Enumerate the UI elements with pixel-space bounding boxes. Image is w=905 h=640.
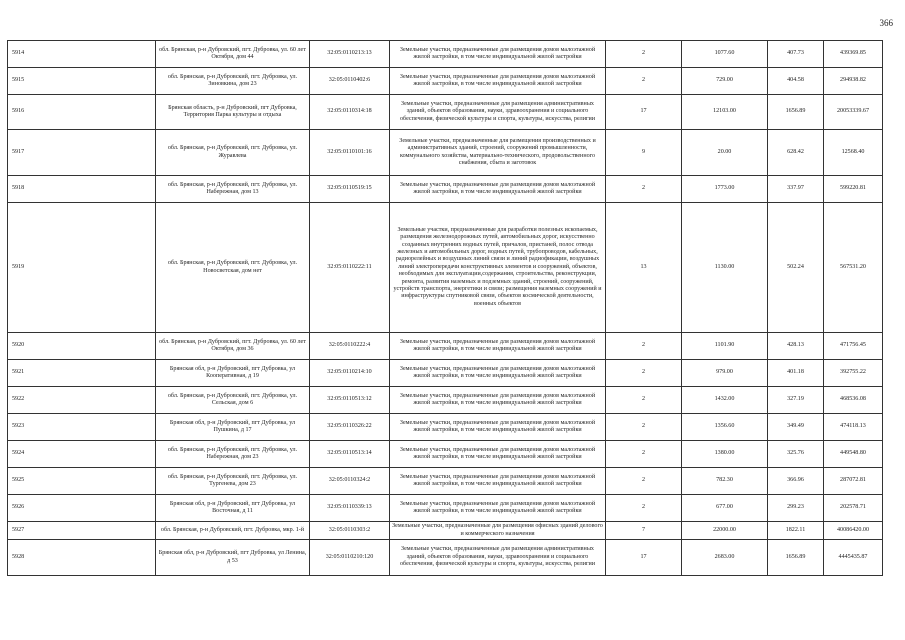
unit-value-cell: 327.19 xyxy=(768,387,824,414)
table-row xyxy=(8,203,883,333)
address-cell: Брянская область, р-н Дубровский, пгт Дубровка, Территория Парка культуры и отдыха xyxy=(156,95,310,130)
cadastral-number-cell: 32:05:0110339:13 xyxy=(310,495,390,522)
table-row xyxy=(8,441,883,468)
address-cell: обл. Брянская, р-н Дубровский, пгт. Дубровка, ул. Новосветская, дом нет xyxy=(156,203,310,333)
address-cell: обл. Брянская, р-н Дубровский, пгт. Дубровка, ул. Зиновкина, дом 23 xyxy=(156,68,310,95)
table-row xyxy=(8,130,883,176)
cadastral-value-cell: 20053339.67 xyxy=(824,95,883,130)
table-row xyxy=(8,68,883,95)
cadastral-value-cell: 40086420.00 xyxy=(824,522,883,540)
land-use-cell: Земельные участки, предназначенные для размещения домов малоэтажной жилой застройки, в том числе индивидуальной жилой застройки xyxy=(390,41,606,68)
row-number: 5928 xyxy=(8,540,156,576)
land-use-cell: Земельные участки, предназначенные для размещения офисных зданий делового и коммерческого назначения xyxy=(390,522,606,540)
cadastral-value-cell: 471756.45 xyxy=(824,333,883,360)
cadastral-number-cell: 32:05:0110303:2 xyxy=(310,522,390,540)
row-number: 5921 xyxy=(8,360,156,387)
use-code-cell: 17 xyxy=(606,95,682,130)
address-cell: обл. Брянская, р-н Дубровский, пгт. Дубровка, ул. Журавлева xyxy=(156,130,310,176)
unit-value-cell: 325.76 xyxy=(768,441,824,468)
use-code-cell: 7 xyxy=(606,522,682,540)
land-use-cell: Земельные участки, предназначенные для размещения производственных и административных зданий, строений, сооружений промышленности, коммунального хозяйства, материально-технического, продовольственного снабжения, сбыта и заготовок xyxy=(390,130,606,176)
table-row xyxy=(8,495,883,522)
land-use-cell: Земельные участки, предназначенные для размещения домов малоэтажной жилой застройки, в том числе индивидуальной жилой застройки xyxy=(390,495,606,522)
use-code-cell: 2 xyxy=(606,468,682,495)
table-row xyxy=(8,414,883,441)
use-code-cell: 2 xyxy=(606,414,682,441)
cadastral-number-cell: 32:05:0110213:13 xyxy=(310,41,390,68)
table-row xyxy=(8,95,883,130)
use-code-cell: 2 xyxy=(606,176,682,203)
area-cell: 1130.00 xyxy=(682,203,768,333)
row-number: 5914 xyxy=(8,41,156,68)
use-code-cell: 2 xyxy=(606,333,682,360)
land-use-cell: Земельные участки, предназначенные для разработки полезных ископаемых, размещения железнодорожных путей, автомобильных дорог, искусственно созданных внутренних водных путей, причалов, пристаней, полос отвода железных и автомобильных дорог, водных путей, трубопроводов, кабельных, радиорелейных и воздушных линий связи и линий радиофикации, воздушных линий электропередачи конструктивных элементов и сооружений, объектов, необходимых для эксплуатации,содержания, строительства, реконструкции, ремонта, развития наземных и подземных зданий, строений, сооружений, устройств транспорта, энергетики и связи; размещения наземных сооружений и инфраструктуры спутниковой связи, объектов космической деятельности, военных объектов xyxy=(390,203,606,333)
cadastral-value-table xyxy=(7,40,883,576)
cadastral-value-cell: 287072.81 xyxy=(824,468,883,495)
area-cell: 677.00 xyxy=(682,495,768,522)
address-cell: Брянская обл, р-н Дубровский, пгт Дубровка, ул Восточная, д 11 xyxy=(156,495,310,522)
row-number: 5918 xyxy=(8,176,156,203)
unit-value-cell: 428.13 xyxy=(768,333,824,360)
row-number: 5917 xyxy=(8,130,156,176)
cadastral-number-cell: 32:05:0110210:120 xyxy=(310,540,390,576)
unit-value-cell: 502.24 xyxy=(768,203,824,333)
address-cell: Брянская обл, р-н Дубровский, пгт Дубровка, ул Пушкина, д 17 xyxy=(156,414,310,441)
cadastral-number-cell: 32:05:0110222:4 xyxy=(310,333,390,360)
address-cell: обл. Брянская, р-н Дубровский, пгт. Дубровка, мкр. 1-й xyxy=(156,522,310,540)
unit-value-cell: 366.96 xyxy=(768,468,824,495)
page-number: 366 xyxy=(879,18,893,28)
address-cell: обл. Брянская, р-н Дубровский, пгт. Дубровка, ул. Набережная, дом 23 xyxy=(156,441,310,468)
row-number: 5922 xyxy=(8,387,156,414)
address-cell: обл. Брянская, р-н Дубровский, пгт. Дубровка, ул. Тургенева, дом 23 xyxy=(156,468,310,495)
unit-value-cell: 1656.89 xyxy=(768,540,824,576)
row-number: 5927 xyxy=(8,522,156,540)
area-cell: 782.30 xyxy=(682,468,768,495)
cadastral-value-cell: 599220.81 xyxy=(824,176,883,203)
land-use-cell: Земельные участки, предназначенные для размещения домов малоэтажной жилой застройки, в том числе индивидуальной жилой застройки xyxy=(390,360,606,387)
use-code-cell: 2 xyxy=(606,441,682,468)
address-cell: обл. Брянская, р-н Дубровский, пгт. Дубровка, ул. 60 лет Октября, дом 36 xyxy=(156,333,310,360)
unit-value-cell: 404.58 xyxy=(768,68,824,95)
table-row xyxy=(8,41,883,68)
row-number: 5915 xyxy=(8,68,156,95)
table-row xyxy=(8,387,883,414)
unit-value-cell: 1822.11 xyxy=(768,522,824,540)
cadastral-number-cell: 32:05:0110519:15 xyxy=(310,176,390,203)
area-cell: 1380.00 xyxy=(682,441,768,468)
unit-value-cell: 299.23 xyxy=(768,495,824,522)
unit-value-cell: 337.97 xyxy=(768,176,824,203)
unit-value-cell: 407.73 xyxy=(768,41,824,68)
row-number: 5920 xyxy=(8,333,156,360)
area-cell: 1773.00 xyxy=(682,176,768,203)
unit-value-cell: 349.49 xyxy=(768,414,824,441)
address-cell: обл. Брянская, р-н Дубровский, пгт. Дубровка, ул. Сельская, дом 6 xyxy=(156,387,310,414)
table-row xyxy=(8,522,883,540)
land-use-cell: Земельные участки, предназначенные для размещения домов малоэтажной жилой застройки, в том числе индивидуальной жилой застройки xyxy=(390,333,606,360)
area-cell: 1101.90 xyxy=(682,333,768,360)
address-cell: обл. Брянская, р-н Дубровский, пгт. Дубровка, ул. Набережная, дом 13 xyxy=(156,176,310,203)
unit-value-cell: 628.42 xyxy=(768,130,824,176)
area-cell: 1432.00 xyxy=(682,387,768,414)
land-use-cell: Земельные участки, предназначенные для размещения административных зданий, объектов образования, науки, здравоохранения и социального обеспечения, физической культуры и спорта, культуры, искусства, религии xyxy=(390,95,606,130)
land-use-cell: Земельные участки, предназначенные для размещения домов малоэтажной жилой застройки, в том числе индивидуальной жилой застройки xyxy=(390,68,606,95)
row-number: 5919 xyxy=(8,203,156,333)
use-code-cell: 2 xyxy=(606,387,682,414)
cadastral-number-cell: 32:05:0110402:6 xyxy=(310,68,390,95)
cadastral-number-cell: 32:05:0110214:10 xyxy=(310,360,390,387)
cadastral-number-cell: 32:05:0110101:16 xyxy=(310,130,390,176)
cadastral-value-cell: 439369.85 xyxy=(824,41,883,68)
cadastral-value-cell: 449548.80 xyxy=(824,441,883,468)
address-cell: Брянская обл, р-н Дубровский, пгт Дубровка, ул Кооперативная, д 19 xyxy=(156,360,310,387)
cadastral-number-cell: 32:05:0110513:14 xyxy=(310,441,390,468)
use-code-cell: 2 xyxy=(606,68,682,95)
area-cell: 1077.60 xyxy=(682,41,768,68)
cadastral-number-cell: 32:05:0110326:22 xyxy=(310,414,390,441)
cadastral-value-cell: 294938.82 xyxy=(824,68,883,95)
use-code-cell: 17 xyxy=(606,540,682,576)
table-row xyxy=(8,360,883,387)
cadastral-value-cell: 4445435.87 xyxy=(824,540,883,576)
row-number: 5923 xyxy=(8,414,156,441)
cadastral-number-cell: 32:05:0110314:18 xyxy=(310,95,390,130)
address-cell: Брянская обл, р-н Дубровский, пгт Дубровка, ул Ленина, д 53 xyxy=(156,540,310,576)
use-code-cell: 9 xyxy=(606,130,682,176)
land-use-cell: Земельные участки, предназначенные для размещения административных зданий, объектов образования, науки, здравоохранения и социального обеспечения, физической культуры и спорта, культуры, искусства, религии xyxy=(390,540,606,576)
use-code-cell: 2 xyxy=(606,41,682,68)
use-code-cell: 2 xyxy=(606,360,682,387)
area-cell: 1356.60 xyxy=(682,414,768,441)
land-use-cell: Земельные участки, предназначенные для размещения домов малоэтажной жилой застройки, в том числе индивидуальной жилой застройки xyxy=(390,414,606,441)
area-cell: 729.00 xyxy=(682,68,768,95)
table-row xyxy=(8,468,883,495)
row-number: 5924 xyxy=(8,441,156,468)
unit-value-cell: 1656.89 xyxy=(768,95,824,130)
row-number: 5926 xyxy=(8,495,156,522)
area-cell: 20.00 xyxy=(682,130,768,176)
table-row xyxy=(8,333,883,360)
cadastral-number-cell: 32:05:0110222:11 xyxy=(310,203,390,333)
cadastral-number-cell: 32:05:0110513:12 xyxy=(310,387,390,414)
area-cell: 12103.00 xyxy=(682,95,768,130)
land-use-cell: Земельные участки, предназначенные для размещения домов малоэтажной жилой застройки, в том числе индивидуальной жилой застройки xyxy=(390,387,606,414)
cadastral-value-cell: 567531.20 xyxy=(824,203,883,333)
area-cell: 979.00 xyxy=(682,360,768,387)
area-cell: 2683.00 xyxy=(682,540,768,576)
use-code-cell: 2 xyxy=(606,495,682,522)
cadastral-value-cell: 12568.40 xyxy=(824,130,883,176)
land-use-cell: Земельные участки, предназначенные для размещения домов малоэтажной жилой застройки, в том числе индивидуальной жилой застройки xyxy=(390,441,606,468)
table-row xyxy=(8,176,883,203)
unit-value-cell: 401.18 xyxy=(768,360,824,387)
cadastral-value-cell: 392755.22 xyxy=(824,360,883,387)
land-use-cell: Земельные участки, предназначенные для размещения домов малоэтажной жилой застройки, в том числе индивидуальной жилой застройки xyxy=(390,176,606,203)
use-code-cell: 13 xyxy=(606,203,682,333)
cadastral-number-cell: 32:05:0110324:2 xyxy=(310,468,390,495)
land-use-cell: Земельные участки, предназначенные для размещения домов малоэтажной жилой застройки, в том числе индивидуальной жилой застройки xyxy=(390,468,606,495)
row-number: 5925 xyxy=(8,468,156,495)
row-number: 5916 xyxy=(8,95,156,130)
address-cell: обл. Брянская, р-н Дубровский, пгт. Дубровка, ул. 60 лет Октября, дом 44 xyxy=(156,41,310,68)
cadastral-value-cell: 202578.71 xyxy=(824,495,883,522)
area-cell: 22000.00 xyxy=(682,522,768,540)
cadastral-value-cell: 468536.08 xyxy=(824,387,883,414)
table-row xyxy=(8,540,883,576)
cadastral-value-cell: 474118.13 xyxy=(824,414,883,441)
